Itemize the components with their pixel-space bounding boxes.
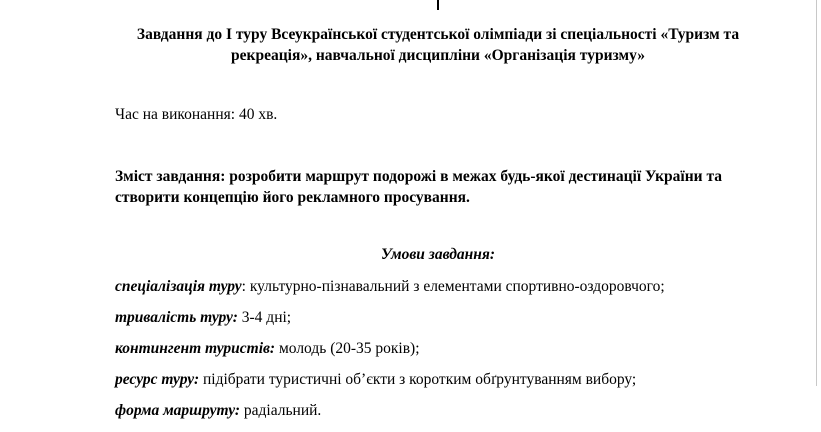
- condition-duration: [115, 308, 775, 328]
- task-description: [115, 166, 761, 208]
- condition-specialization: [115, 277, 775, 297]
- condition-label: контингент туристів:: [115, 340, 276, 357]
- document-title: [115, 24, 761, 66]
- condition-label: тривалість туру:: [115, 309, 238, 326]
- title-line-2: рекреація», навчальної дисципліни «Організація туризму»: [231, 47, 645, 64]
- condition-resource: [115, 370, 775, 390]
- conditions-heading: Умови завдання:: [380, 246, 496, 263]
- condition-label: ресурс туру:: [115, 371, 200, 388]
- condition-route-form: [115, 401, 775, 421]
- condition-value: підібрати туристичні об’єкти з коротким обґрунтуванням вибору;: [199, 371, 637, 388]
- text-cursor: [437, 0, 439, 10]
- condition-contingent: [115, 339, 775, 359]
- task-line-2: створити концепцію його рекламного просування.: [115, 189, 470, 206]
- time-limit-text: Час на виконання: 40 хв.: [115, 106, 278, 123]
- condition-value: молодь (20-35 років);: [275, 340, 420, 357]
- page-edge-divider: [816, 0, 817, 386]
- task-line-1: Зміст завдання: розробити маршрут подорожі в межах будь-якої дестинації України та: [115, 168, 723, 185]
- condition-value: : культурно-пізнавальний з елементами спортивно-оздоровчого;: [241, 278, 665, 295]
- title-line-1: Завдання до І туру Всеукраїнської студентської олімпіади зі спеціальності «Туризм та: [136, 26, 740, 43]
- condition-value: 3-4 дні;: [237, 309, 292, 326]
- condition-value: радіальний.: [240, 402, 322, 419]
- condition-label: спеціалізація туру: [115, 278, 242, 295]
- condition-label: форма маршруту:: [115, 402, 241, 419]
